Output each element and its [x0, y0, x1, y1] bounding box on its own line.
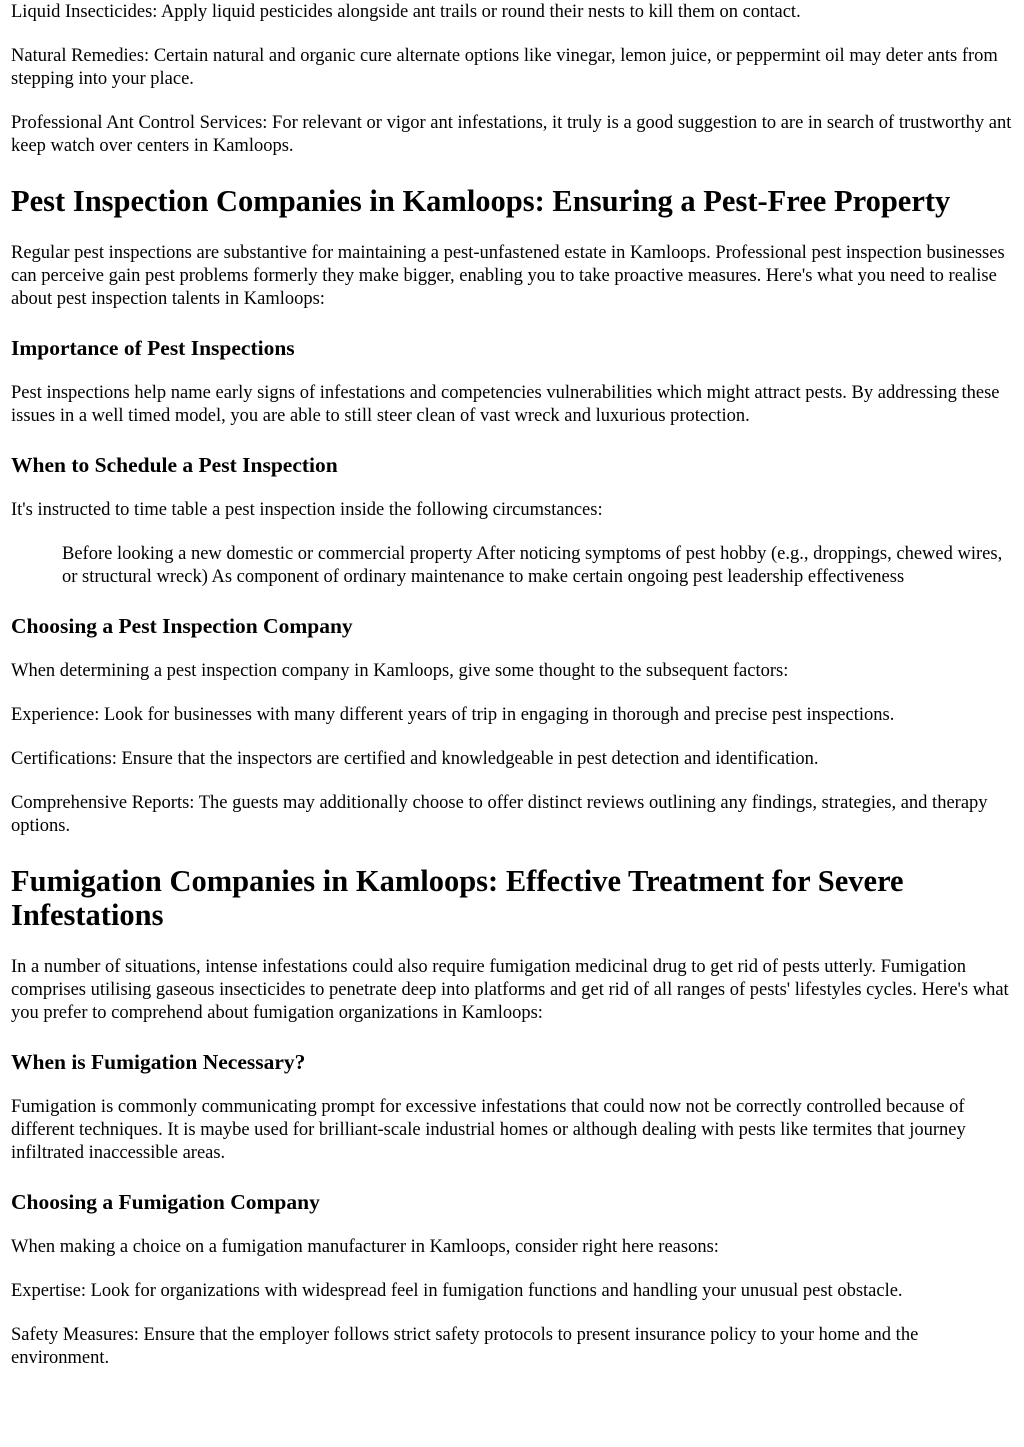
paragraph-professional-ant-control: Professional Ant Control Services: For relevant or vigor ant infestations, it truly is a good suggestion to are in search of trustworthy ant keep watch over centers in Kamloops.	[11, 113, 1012, 156]
heading-when-fumigation-necessary: When is Fumigation Necessary?	[11, 1050, 306, 1074]
paragraph-safety-measures: Safety Measures: Ensure that the employer follows strict safety protocols to present insurance policy to your home and the environment.	[11, 1325, 919, 1368]
heading-choosing-fumigation-company: Choosing a Fumigation Company	[11, 1190, 320, 1214]
blockquote-circumstances: Before looking a new domestic or commercial property After noticing symptoms of pest hobby (e.g., droppings, chewed wires, or structural wreck) As component of ordinary maintenance to make certain ongoing pest leadership effectiveness	[62, 544, 1003, 587]
heading-importance-of-inspections: Importance of Pest Inspections	[11, 336, 295, 360]
paragraph-fumigation-necessary: Fumigation is commonly communicating prompt for excessive infestations that could now not be correctly controlled because of different techniques. It is maybe used for brilliant-scale industrial homes or although dealing with pests like termites that journey infiltrated inaccessible areas.	[11, 1097, 966, 1163]
paragraph-experience: Experience: Look for businesses with many different years of trip in engaging in thorough and precise pest inspections.	[11, 705, 895, 725]
paragraph-choosing-fumigation: When making a choice on a fumigation manufacturer in Kamloops, consider right here reasons:	[11, 1237, 719, 1257]
heading-pest-inspection-companies: Pest Inspection Companies in Kamloops: Ensuring a Pest-Free Property	[11, 184, 951, 218]
article	[0, 1, 1024, 1370]
heading-fumigation-companies: Fumigation Companies in Kamloops: Effective Treatment for Severe Infestations	[11, 864, 904, 932]
heading-choosing-inspection-company: Choosing a Pest Inspection Company	[11, 614, 353, 638]
paragraph-liquid-insecticides: Liquid Insecticides: Apply liquid pesticides alongside ant trails or round their nests to kill them on contact.	[11, 2, 801, 22]
heading-when-to-schedule: When to Schedule a Pest Inspection	[11, 453, 338, 477]
paragraph-choosing-inspection: When determining a pest inspection company in Kamloops, give some thought to the subsequent factors:	[11, 661, 789, 681]
paragraph-fumigation-intro: In a number of situations, intense infestations could also require fumigation medicinal drug to get rid of pests utterly. Fumigation comprises utilising gaseous insecticides to penetrate deep into platforms and get rid of all ranges of pests' lifestyles cycles. Here's what you prefer to comprehend about fumigation organizations in Kamloops:	[11, 957, 1009, 1023]
paragraph-when-to-schedule: It's instructed to time table a pest inspection inside the following circumstances:	[11, 500, 603, 520]
paragraph-certifications: Certifications: Ensure that the inspectors are certified and knowledgeable in pest detection and identification.	[11, 749, 819, 769]
paragraph-importance: Pest inspections help name early signs of infestations and competencies vulnerabilities which might attract pests. By addressing these issues in a well timed model, you are able to still steer clean of vast wreck and luxurious protection.	[11, 383, 1000, 426]
paragraph-natural-remedies: Natural Remedies: Certain natural and organic cure alternate options like vinegar, lemon juice, or peppermint oil may deter ants from stepping into your place.	[11, 46, 998, 89]
paragraph-regular-inspections: Regular pest inspections are substantive for maintaining a pest-unfastened estate in Kamloops. Professional pest inspection businesses can perceive gain pest problems formerly they make bigger, enabling you to take proactive measures. Here's what you need to realise about pest inspection talents in Kamloops:	[11, 243, 1005, 309]
paragraph-comprehensive-reports: Comprehensive Reports: The guests may additionally choose to offer distinct reviews outlining any findings, strategies, and therapy options.	[11, 793, 988, 836]
paragraph-expertise: Expertise: Look for organizations with widespread feel in fumigation functions and handling your unusual pest obstacle.	[11, 1281, 903, 1301]
